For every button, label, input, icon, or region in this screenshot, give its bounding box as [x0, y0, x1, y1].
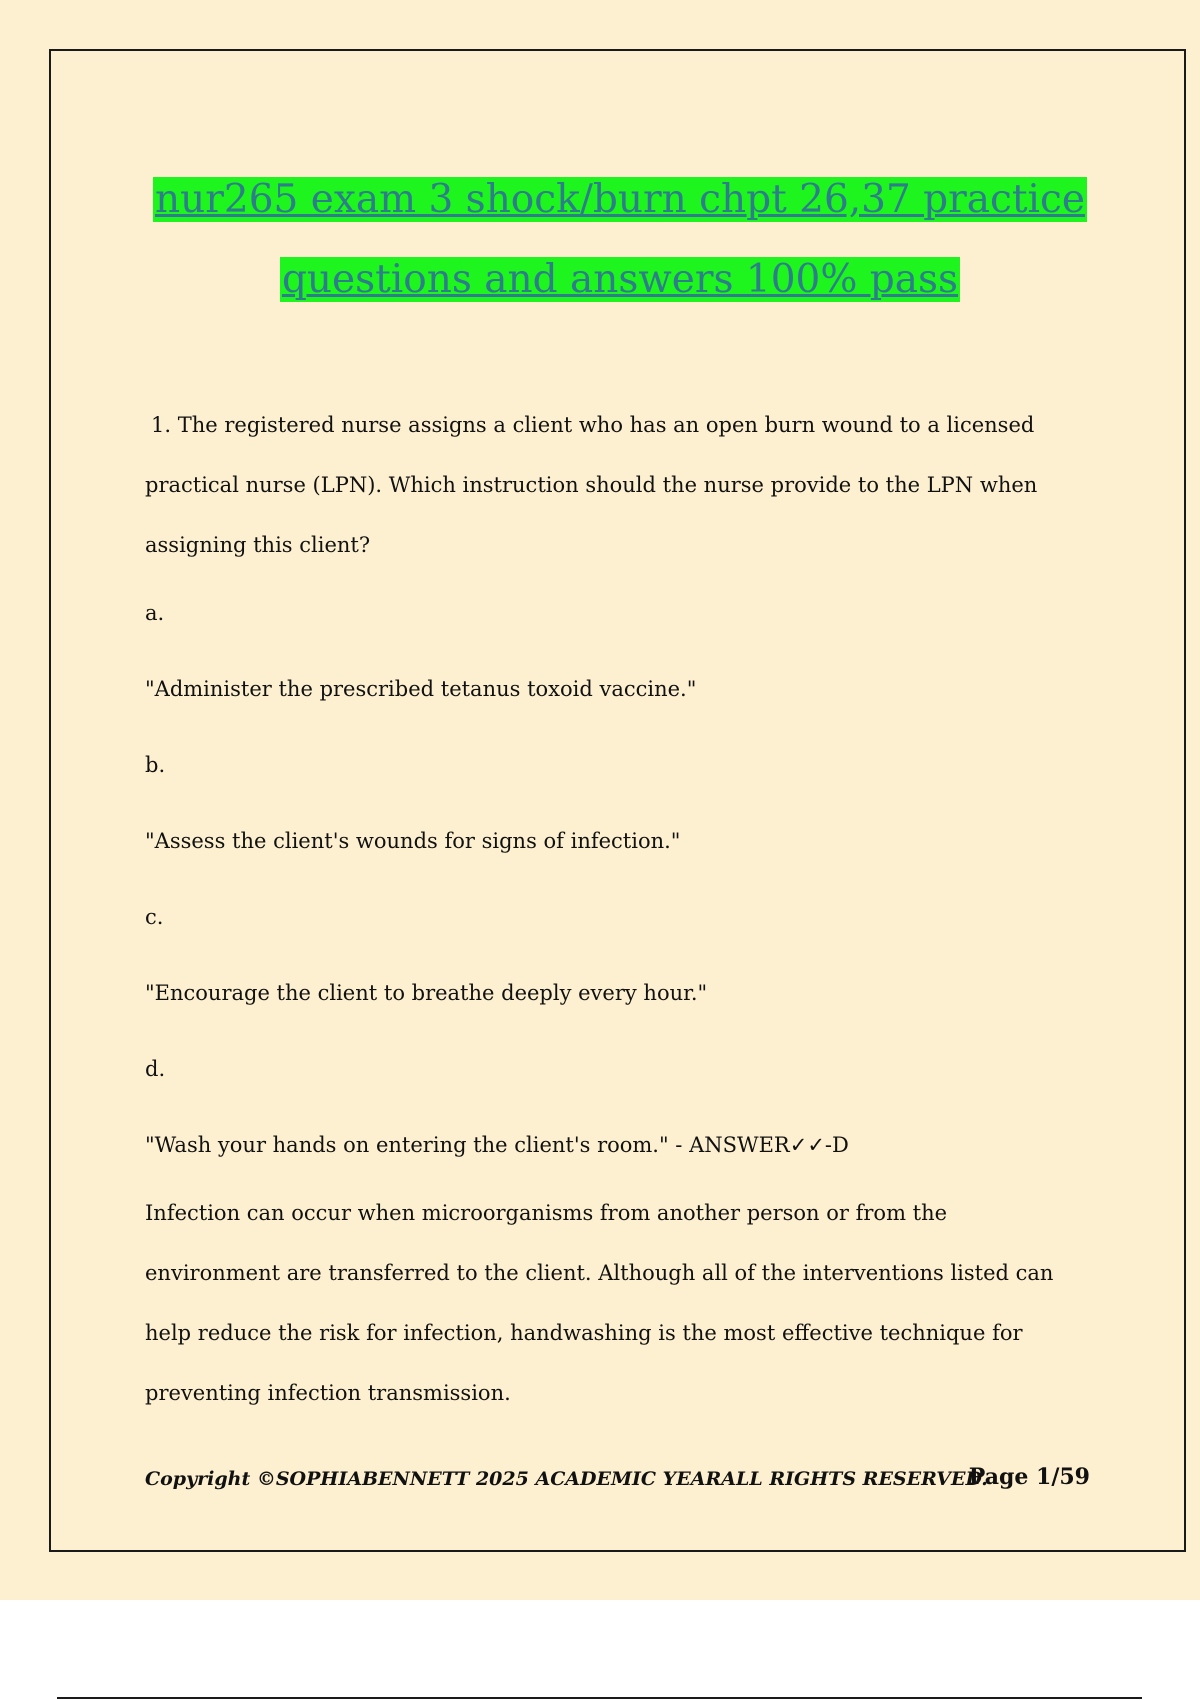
option-letter-a: a. [145, 601, 165, 625]
rationale-line-4: preventing infection transmission. [145, 1381, 511, 1405]
title-line-1: nur265 exam 3 shock/burn chpt 26,37 practice [155, 177, 1085, 222]
question-stem-line-3: assigning this client? [145, 533, 371, 557]
option-text-b: "Assess the client's wounds for signs of infection." [145, 829, 681, 853]
question-block [145, 395, 1095, 1423]
page-footer [145, 1464, 1090, 1490]
next-page-top-rule [57, 1697, 1142, 1699]
title-line-2: questions and answers 100% pass [281, 257, 959, 302]
copyright-notice: Copyright ©SOPHIABENNETT 2025 ACADEMIC YEARALL RIGHTS RESERVED. [145, 1468, 988, 1490]
page-number: Page 1/59 [968, 1464, 1090, 1490]
rationale-line-1: Infection can occur when microorganisms from another person or from the [145, 1201, 948, 1225]
option-letter-d: d. [145, 1057, 166, 1081]
option-text-a: "Administer the prescribed tetanus toxoid vaccine." [145, 677, 697, 701]
option-letter-c: c. [145, 905, 164, 929]
option-text-d-answer: "Wash your hands on entering the client's room." - ANSWER✓✓-D [145, 1133, 849, 1157]
rationale-line-3: help reduce the risk for infection, handwashing is the most effective technique for [145, 1321, 1023, 1345]
rationale-line-2: environment are transferred to the client. Although all of the interventions listed can [145, 1261, 1054, 1285]
option-text-c: "Encourage the client to breathe deeply every hour." [145, 981, 708, 1005]
document-title [60, 160, 1180, 320]
question-stem-line-1: 1. The registered nurse assigns a client who has an open burn wound to a licensed [151, 413, 1035, 437]
option-letter-b: b. [145, 753, 166, 777]
question-stem-line-2: practical nurse (LPN). Which instruction should the nurse provide to the LPN when [145, 473, 1038, 497]
